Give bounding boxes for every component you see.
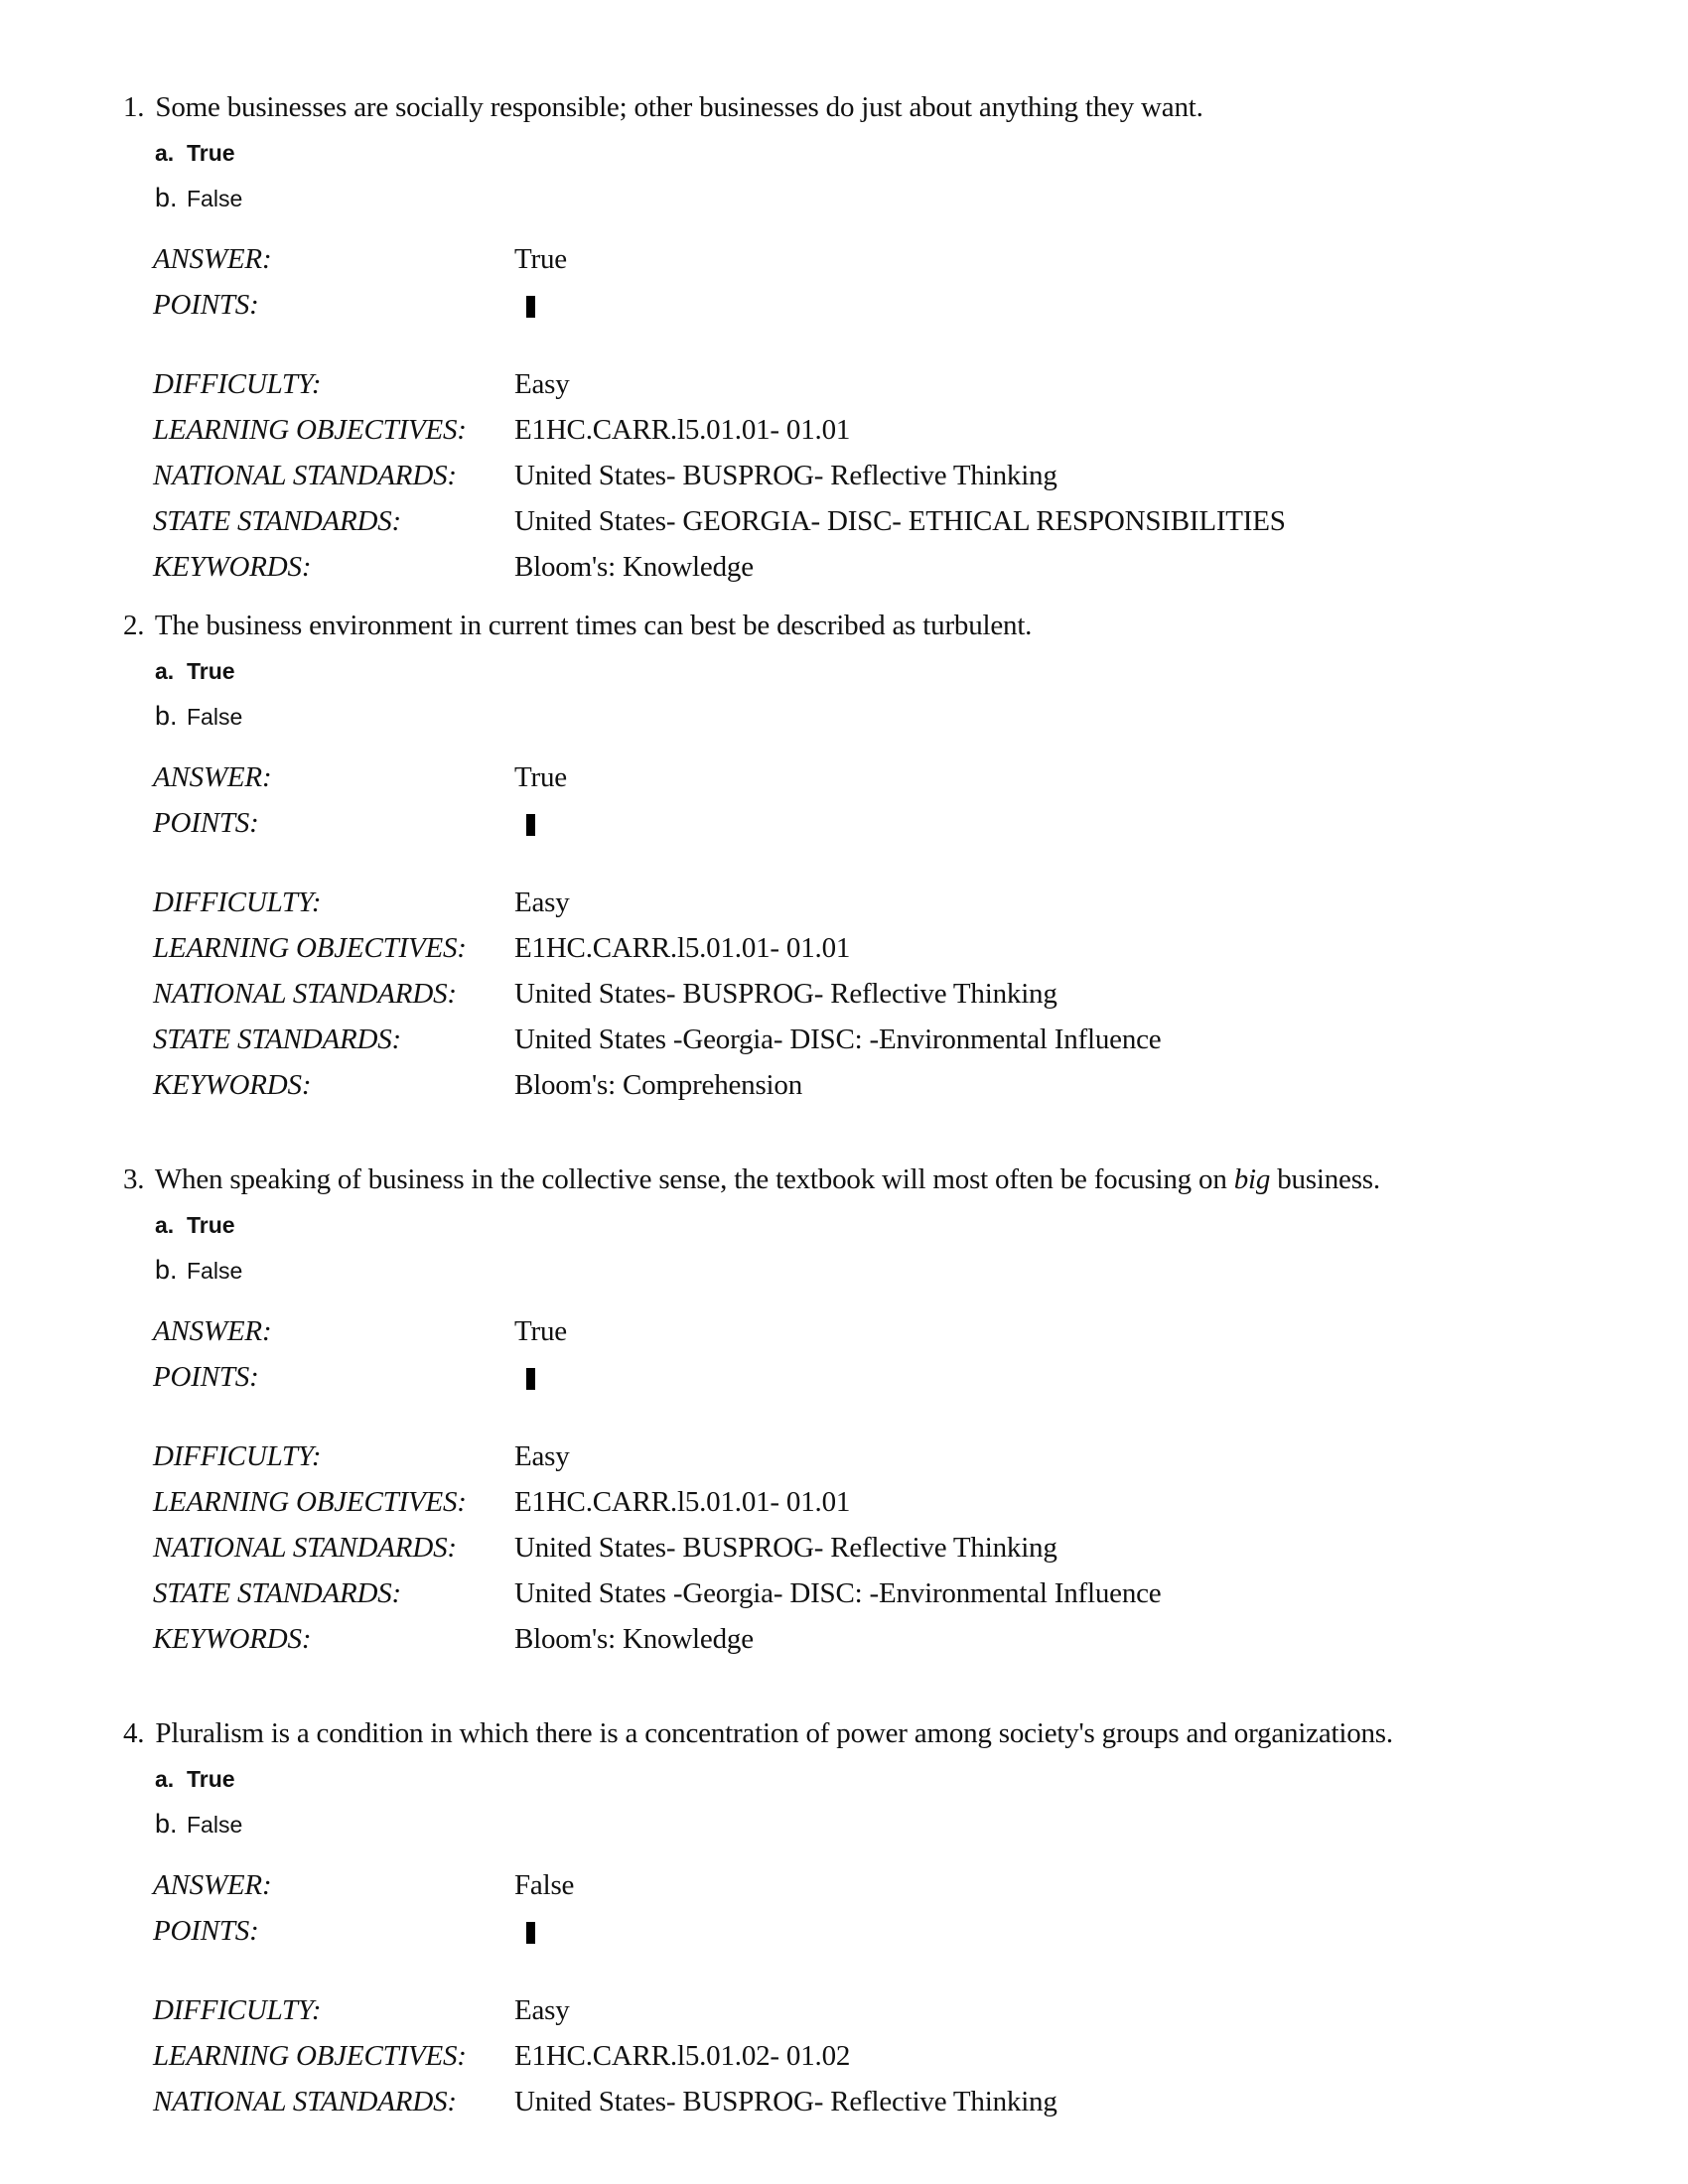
keywords-label: KEYWORDS: <box>153 1069 312 1101</box>
question-text: Pluralism is a condition in which there is a concentration of power among society's groups and organizations. <box>155 1717 1393 1749</box>
national-standards-value: United States- BUSPROG- Reflective Thinking <box>514 2086 1057 2117</box>
national-standards-value: United States- BUSPROG- Reflective Thinking <box>514 460 1057 491</box>
keywords-row <box>153 1062 1613 1108</box>
option-text: True <box>187 1766 235 1792</box>
answer-value: True <box>514 243 567 275</box>
state-standards-value: United States- GEORGIA- DISC- ETHICAL RESPONSIBILITIES <box>514 505 1286 537</box>
keywords-row <box>153 1616 1613 1662</box>
learning-objectives-row <box>153 1479 1613 1525</box>
question-number: 2. <box>123 610 145 641</box>
question-number: 4. <box>123 1717 145 1749</box>
keywords-value: Bloom's: Knowledge <box>514 551 754 583</box>
option-text: False <box>187 1258 243 1284</box>
points-label: POINTS: <box>153 807 259 839</box>
question-number: 3. <box>123 1163 145 1195</box>
difficulty-label: DIFFICULTY: <box>153 368 322 400</box>
state-standards-label: STATE STANDARDS: <box>153 505 402 537</box>
state-standards-row <box>153 498 1613 544</box>
state-standards-row <box>153 1017 1613 1062</box>
option-b <box>155 1802 1613 1846</box>
option-text: False <box>187 186 243 211</box>
question-4 <box>123 1713 1613 2124</box>
points-row <box>153 282 1613 328</box>
national-standards-label: NATIONAL STANDARDS: <box>153 978 457 1010</box>
national-standards-row <box>153 1525 1613 1570</box>
points-label: POINTS: <box>153 289 259 321</box>
difficulty-label: DIFFICULTY: <box>153 887 322 918</box>
learning-objectives-row <box>153 925 1613 971</box>
keywords-value: Bloom's: Knowledge <box>514 1623 754 1655</box>
difficulty-label: DIFFICULTY: <box>153 1994 322 2026</box>
option-letter: b. <box>155 1255 178 1285</box>
national-standards-value: United States- BUSPROG- Reflective Thinking <box>514 978 1057 1010</box>
option-a <box>155 131 1613 176</box>
answer-value: False <box>514 1869 575 1901</box>
answer-row <box>153 236 1613 282</box>
points-mark <box>526 1368 535 1390</box>
question-1 <box>123 87 1613 590</box>
learning-objectives-label: LEARNING OBJECTIVES: <box>153 2040 467 2072</box>
state-standards-label: STATE STANDARDS: <box>153 1024 402 1055</box>
option-letter: a. <box>155 1212 175 1238</box>
points-mark <box>526 296 535 318</box>
emphasis-text: big <box>1233 1163 1271 1195</box>
option-b <box>155 1248 1613 1293</box>
option-letter: b. <box>155 183 178 212</box>
points-row <box>153 800 1613 846</box>
question-stem <box>123 87 1613 127</box>
learning-objectives-value: E1HC.CARR.l5.01.02- 01.02 <box>514 2040 851 2072</box>
national-standards-label: NATIONAL STANDARDS: <box>153 2086 457 2117</box>
option-b <box>155 694 1613 739</box>
question-text: When speaking of business in the collective sense, the textbook will most often be focusing on big business. <box>154 1163 1380 1195</box>
option-b <box>155 176 1613 220</box>
keywords-row <box>153 544 1613 590</box>
option-letter: b. <box>155 1809 178 1839</box>
question-2 <box>123 606 1613 1108</box>
national-standards-row <box>153 971 1613 1017</box>
option-letter: b. <box>155 701 178 731</box>
option-text: True <box>187 658 235 684</box>
learning-objectives-value: E1HC.CARR.l5.01.01- 01.01 <box>514 1486 851 1518</box>
answer-label: ANSWER: <box>153 761 272 793</box>
difficulty-value: Easy <box>514 1440 570 1472</box>
points-row <box>153 1354 1613 1400</box>
national-standards-value: United States- BUSPROG- Reflective Thinking <box>514 1532 1057 1564</box>
learning-objectives-value: E1HC.CARR.l5.01.01- 01.01 <box>514 414 851 446</box>
national-standards-label: NATIONAL STANDARDS: <box>153 1532 457 1564</box>
option-text: True <box>187 140 235 166</box>
keywords-label: KEYWORDS: <box>153 1623 312 1655</box>
question-metadata <box>153 754 1613 1108</box>
option-a <box>155 649 1613 694</box>
national-standards-row <box>153 2079 1613 2124</box>
difficulty-row <box>153 1433 1613 1479</box>
question-stem <box>123 1160 1613 1199</box>
state-standards-value: United States -Georgia- DISC: -Environmental Influence <box>514 1577 1162 1609</box>
option-letter: a. <box>155 1766 175 1792</box>
question-stem <box>123 1713 1613 1753</box>
points-row <box>153 1908 1613 1954</box>
question-stem <box>123 606 1613 645</box>
keywords-value: Bloom's: Comprehension <box>514 1069 803 1101</box>
question-number: 1. <box>123 91 145 123</box>
points-mark <box>526 814 535 836</box>
difficulty-row <box>153 880 1613 925</box>
answer-row <box>153 1308 1613 1354</box>
learning-objectives-row <box>153 2033 1613 2079</box>
keywords-label: KEYWORDS: <box>153 551 312 583</box>
answer-options <box>155 1757 1613 1846</box>
answer-value: True <box>514 761 567 793</box>
difficulty-value: Easy <box>514 1994 570 2026</box>
answer-label: ANSWER: <box>153 243 272 275</box>
option-text: True <box>187 1212 235 1238</box>
learning-objectives-label: LEARNING OBJECTIVES: <box>153 932 467 964</box>
national-standards-label: NATIONAL STANDARDS: <box>153 460 457 491</box>
question-3 <box>123 1160 1613 1662</box>
difficulty-value: Easy <box>514 887 570 918</box>
question-text: Some businesses are socially responsible; other businesses do just about anything they want. <box>155 91 1203 123</box>
option-a <box>155 1203 1613 1248</box>
answer-row <box>153 754 1613 800</box>
answer-label: ANSWER: <box>153 1315 272 1347</box>
learning-objectives-value: E1HC.CARR.l5.01.01- 01.01 <box>514 932 851 964</box>
answer-value: True <box>514 1315 567 1347</box>
difficulty-label: DIFFICULTY: <box>153 1440 322 1472</box>
answer-options <box>155 1203 1613 1293</box>
answer-options <box>155 131 1613 220</box>
points-label: POINTS: <box>153 1361 259 1393</box>
learning-objectives-label: LEARNING OBJECTIVES: <box>153 1486 467 1518</box>
points-label: POINTS: <box>153 1915 259 1947</box>
option-letter: a. <box>155 658 175 684</box>
option-text: False <box>187 1812 243 1838</box>
answer-label: ANSWER: <box>153 1869 272 1901</box>
answer-options <box>155 649 1613 739</box>
answer-row <box>153 1862 1613 1908</box>
state-standards-row <box>153 1570 1613 1616</box>
difficulty-row <box>153 361 1613 407</box>
state-standards-value: United States -Georgia- DISC: -Environmental Influence <box>514 1024 1162 1055</box>
question-metadata <box>153 1308 1613 1662</box>
option-a <box>155 1757 1613 1802</box>
state-standards-label: STATE STANDARDS: <box>153 1577 402 1609</box>
question-metadata <box>153 1862 1613 2124</box>
difficulty-value: Easy <box>514 368 570 400</box>
question-text: The business environment in current times can best be described as turbulent. <box>154 610 1033 641</box>
points-mark <box>526 1922 535 1944</box>
option-text: False <box>187 704 243 730</box>
difficulty-row <box>153 1987 1613 2033</box>
learning-objectives-row <box>153 407 1613 453</box>
national-standards-row <box>153 453 1613 498</box>
option-letter: a. <box>155 140 175 166</box>
learning-objectives-label: LEARNING OBJECTIVES: <box>153 414 467 446</box>
question-metadata <box>153 236 1613 590</box>
